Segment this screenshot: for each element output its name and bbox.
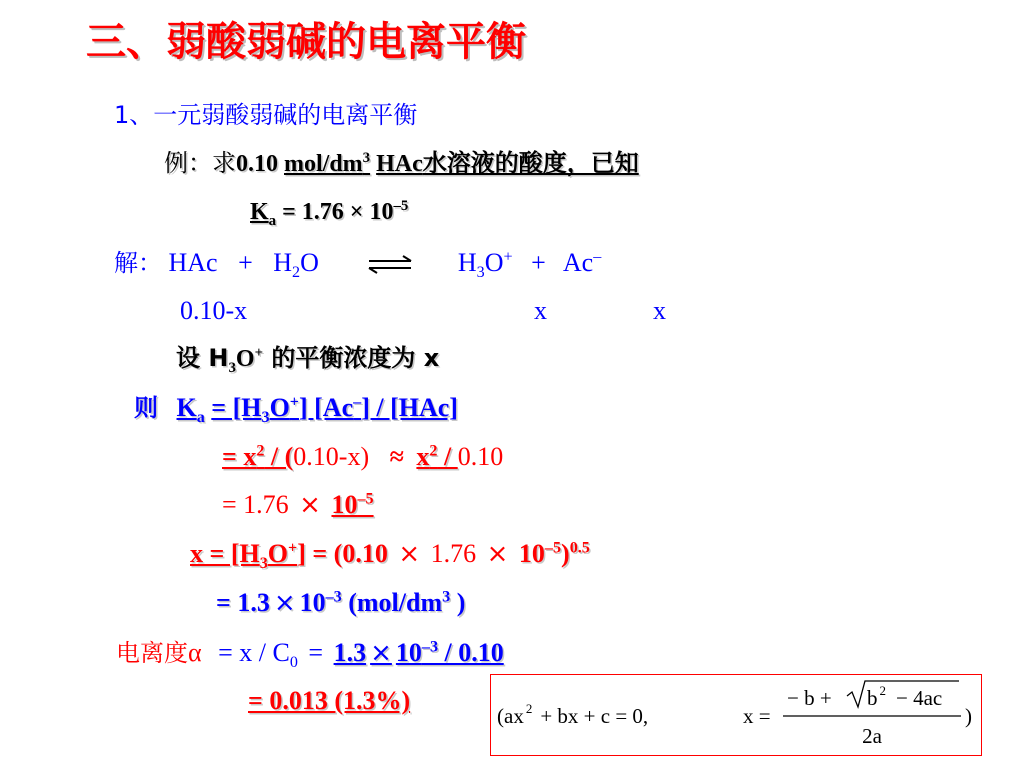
numerator-b2: b $^2$ − 4ac	[867, 683, 943, 710]
step-1: = $x^2 / (0.10-x) \approx x^2 / 0.10$	[222, 442, 504, 471]
step1-denominator: 0.10-x	[293, 442, 361, 471]
step1-x2: = $x^2$ / (	[222, 442, 294, 471]
example-line	[164, 151, 639, 176]
ka-given	[250, 198, 409, 229]
degree-result: = 0.013 (1.3%)	[248, 686, 411, 715]
degree-value: $1.3 \times 10^{-3} / 0.10$	[333, 638, 504, 668]
example-unit: mol/$dm^3$	[284, 150, 371, 177]
ka-symbol: $K_a$	[250, 199, 277, 229]
reactant-water: $H_2O$	[273, 248, 319, 282]
times-symbol: ×	[398, 539, 421, 569]
numerator-minus-b: − b +	[787, 686, 832, 710]
denominator: 2a	[862, 724, 882, 748]
alpha-symbol: α	[188, 638, 202, 667]
reaction-label: 解：	[114, 249, 162, 277]
step-3: $x = [H_3O^+] = (0.10 \times 1.76 \times 10^{-5})^{0.5}$	[190, 539, 590, 573]
ka-expression	[134, 393, 458, 427]
times-symbol: ×	[299, 490, 321, 520]
step-2: = $1.76 \times 10^{-5}$	[222, 490, 374, 520]
reaction-plus-2: +	[531, 248, 546, 277]
reaction-line	[114, 248, 602, 282]
quadratic-formula	[491, 675, 980, 754]
times-symbol: ×	[273, 588, 296, 618]
eq-conc-ac: x	[653, 296, 666, 325]
example-species: HAc	[376, 151, 423, 177]
step-4: = $1.3 \times 10^{-3}$ ($mol/dm^3$ )	[216, 588, 466, 618]
slide-title: 三、弱酸弱碱的电离平衡	[86, 19, 526, 65]
quadratic-equation-left: (ax $^2$ + bx + c = 0,	[497, 701, 649, 728]
step1-divisor: 0.10	[457, 442, 504, 471]
step3-power: $10^{-5})^{0.5}$	[518, 539, 590, 568]
ka-value: = 1.76 × 10	[282, 199, 394, 225]
reaction-plus-1: +	[238, 248, 253, 277]
step2-power: $10^{-5}$	[331, 490, 374, 519]
product-hydronium: $H_3O^+$	[457, 248, 513, 282]
section-heading: 1、一元弱酸弱碱的电离平衡	[114, 101, 418, 129]
eq-conc-hac: 0.10-x	[180, 296, 248, 325]
degree-label: 电离度	[116, 639, 188, 667]
ka-expr-symbol: $K_a$	[176, 393, 205, 427]
step3-lhs: $x = [H_3O^+$	[190, 539, 298, 573]
ka-exponent: –5	[393, 198, 409, 214]
x-equals: x =	[743, 704, 771, 728]
times-symbol: ×	[486, 539, 509, 569]
equilibrium-arrows-icon	[367, 255, 413, 275]
step1-approx-x2: $x^2$ /	[416, 442, 458, 471]
then-label: 则	[134, 394, 158, 422]
degree-line: 电离度$\alpha = x / C_0 = 1.3 \times 10^{-3} / 0.10$	[116, 638, 504, 672]
closing-paren: )	[965, 704, 972, 728]
ka-expr-body: = $[H_3O^+]$ [Ac–] / [HAc]	[211, 393, 458, 427]
reactant-hac: HAc	[168, 248, 218, 277]
approx-symbol: ≈	[389, 442, 404, 471]
example-conc: 0.10	[236, 151, 278, 177]
product-acetate: Ac–	[562, 248, 602, 277]
example-suffix: 水溶液的酸度，已知	[422, 149, 639, 177]
eq-conc-h3o: x	[534, 296, 547, 325]
example-prefix: 例：求	[164, 149, 236, 177]
quadratic-formula-box	[490, 674, 982, 756]
degree-formula: = x / $C_0$	[218, 638, 298, 672]
assume-line: 设 $H_3O^+$ 的平衡浓度为 x	[176, 344, 440, 376]
